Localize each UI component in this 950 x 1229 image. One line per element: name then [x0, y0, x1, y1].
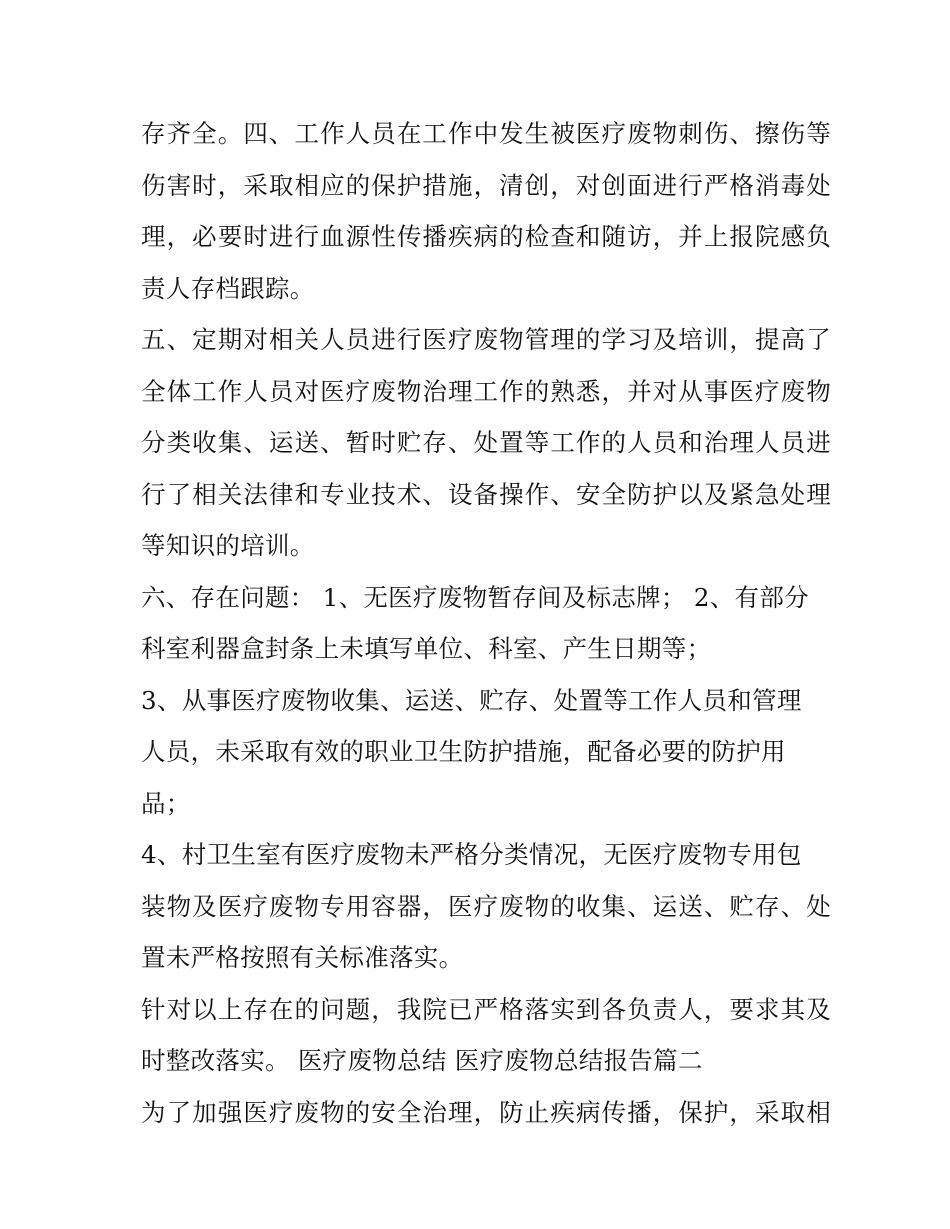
text-line: 责人存档跟踪。 [141, 273, 315, 303]
text-line: 人员，未采取有效的职业卫生防护措施，配备必要的防护用 [141, 737, 786, 766]
text-line: 理，必要时进行血源性传播疾病的检查和随访，并上报院感负 [141, 222, 831, 251]
text-line: 3、从事医疗废物收集、运送、贮存、处置等工作人员和管理 [141, 685, 802, 715]
text-line: 全体工作人员对医疗废物治理工作的熟悉，并对从事医疗废物 [141, 376, 831, 406]
text-line: 伤害时，采取相应的保护措施，清创，对创面进行严格消毒处 [141, 170, 831, 200]
text-line: 为了加强医疗废物的安全治理，防止疾病传播，保护，采取相 [141, 1097, 831, 1127]
text-line: 时整改落实。 医疗废物总结 医疗废物总结报告篇二 [141, 1046, 703, 1075]
text-line: 六、存在问题： 1、无医疗废物暂存间及标志牌； 2、有部分 [141, 582, 809, 612]
text-line: 等知识的培训。 [141, 531, 315, 560]
text-line: 科室利器盒封条上未填写单位、科室、产生日期等； [141, 634, 712, 663]
text-line: 五、定期对相关人员进行医疗废物管理的学习及培训，提高了 [141, 325, 831, 354]
text-line: 存齐全。四、工作人员在工作中发生被医疗废物刺伤、擦伤等 [141, 119, 831, 148]
text-line: 针对以上存在的问题，我院已严格落实到各负责人，要求其及 [141, 994, 831, 1024]
text-line: 分类收集、运送、暂时贮存、处置等工作的人员和治理人员进 [141, 428, 831, 457]
document-body [141, 108, 831, 1138]
text-line: 品； [141, 788, 191, 818]
text-line: 置未严格按照有关标准落实。 [141, 943, 464, 972]
text-line: 行了相关法律和专业技术、设备操作、安全防护以及紧急处理 [141, 479, 831, 509]
text-line: 4、村卫生室有医疗废物未严格分类情况，无医疗废物专用包 [141, 840, 802, 869]
text-line: 装物及医疗废物专用容器，医疗废物的收集、运送、贮存、处 [141, 891, 831, 921]
